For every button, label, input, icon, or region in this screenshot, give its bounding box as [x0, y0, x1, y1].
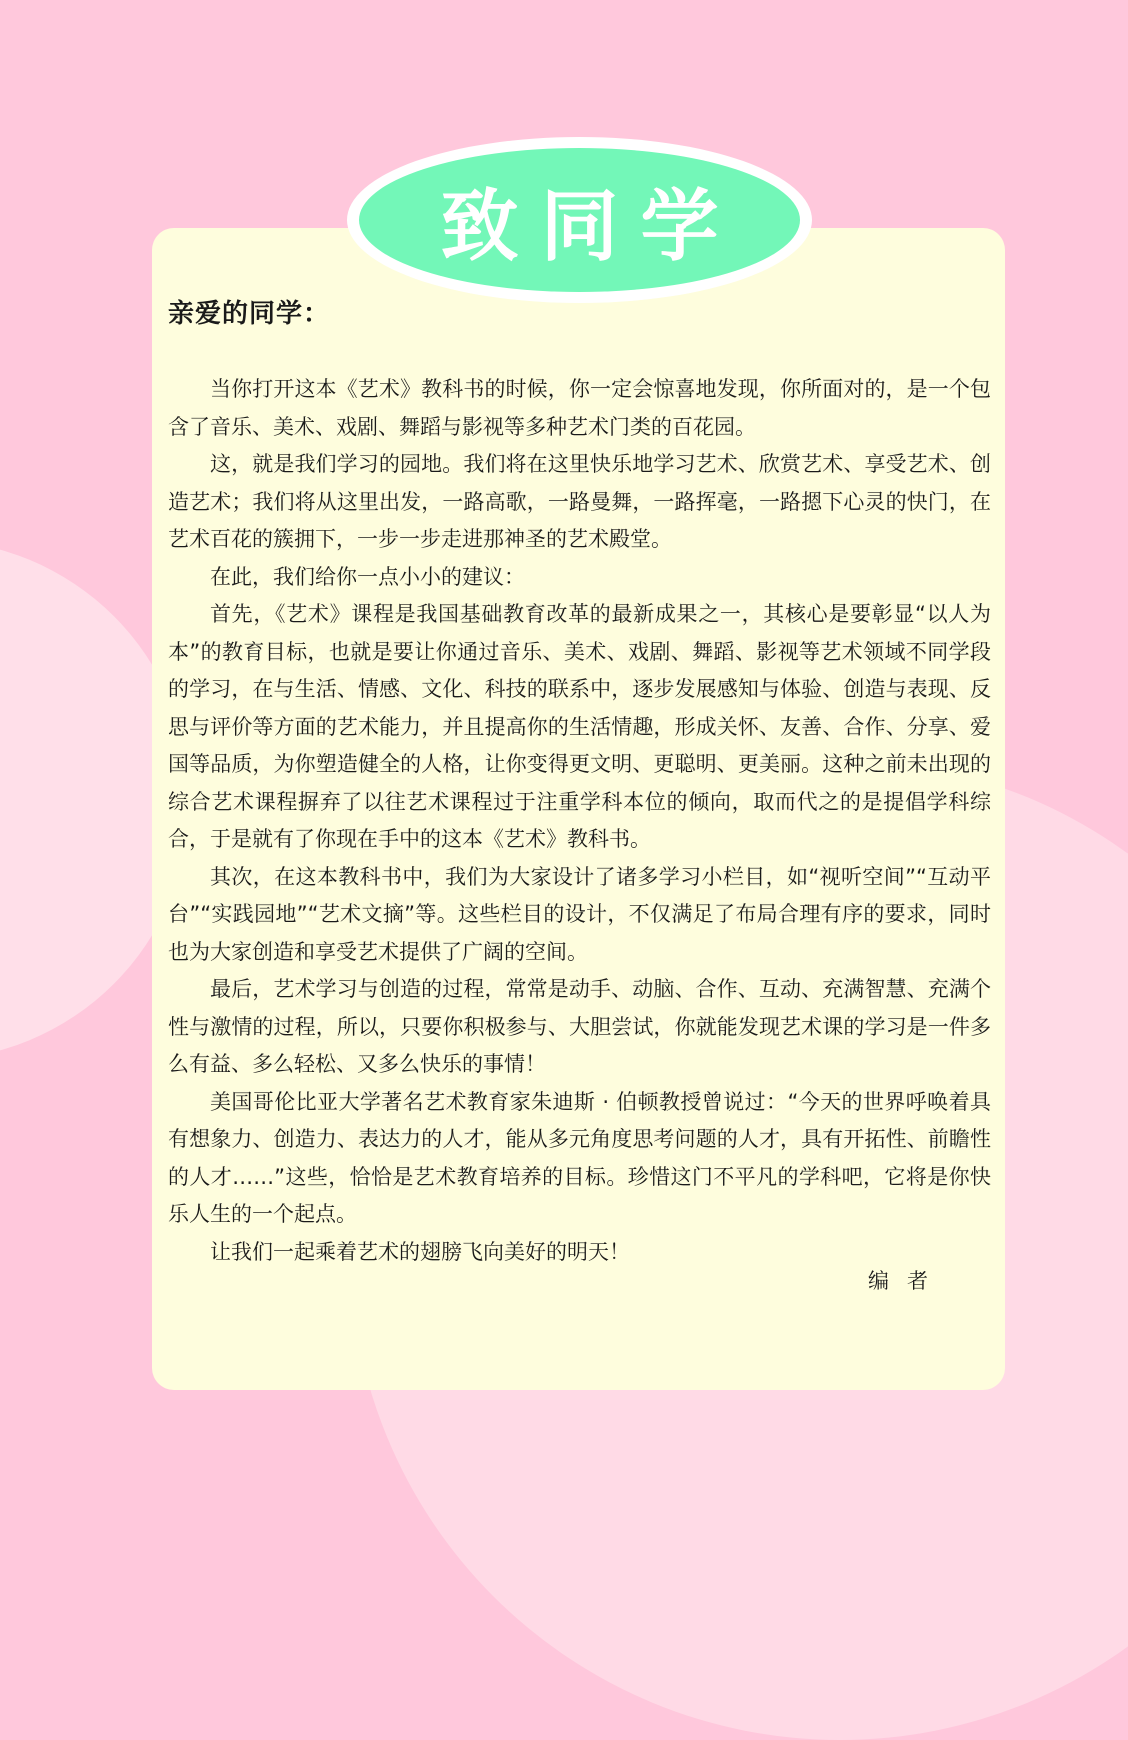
- paragraph-3: 在此，我们给你一点小小的建议：: [210, 564, 525, 589]
- paragraph-7: 美国哥伦比亚大学著名艺术教育家朱迪斯 · 伯顿教授曾说过：“今天的世界呼唤着具有想象力、创造力、表达力的人才，能从多元角度思考问题的人才，具有开拓性、前瞻性的人才……”这些，恰恰是艺术教育培养的目标。珍惜这门不平凡的学科吧，它将是你快乐人生的一个起点。: [168, 1089, 991, 1226]
- paragraph-4: 首先，《艺术》课程是我国基础教育改革的最新成果之一，其核心是要彰显“以人为本”的教育目标，也就是要让你通过音乐、美术、戏剧、舞蹈、影视等艺术领域不同学段的学习，在与生活、情感、文化、科技的联系中，逐步发展感知与体验、创造与表现、反思与评价等方面的艺术能力，并且提高你的生活情趣，形成关怀、友善、合作、分享、爱国等品质，为你塑造健全的人格，让你变得更文明、更聪明、更美丽。这种之前未出现的综合艺术课程摒弃了以往艺术课程过于注重学科本位的倾向，取而代之的是提倡学科综合，于是就有了你现在手中的这本《艺术》教科书。: [168, 602, 991, 851]
- salutation: 亲爱的同学：: [168, 299, 331, 329]
- title-badge-inner: [359, 148, 800, 292]
- title-badge: [347, 137, 812, 303]
- paragraph-2: 这，就是我们学习的园地。我们将在这里快乐地学习艺术、欣赏艺术、享受艺术、创造艺术；我们将从这里出发，一路高歌，一路曼舞，一路挥毫，一路摁下心灵的快门，在艺术百花的簇拥下，一步一步走进那神圣的艺术殿堂。: [168, 452, 991, 551]
- paragraph-1: 当你打开这本《艺术》教科书的时候，你一定会惊喜地发现，你所面对的，是一个包含了音乐、美术、戏剧、舞蹈与影视等多种艺术门类的百花园。: [168, 377, 991, 439]
- signature: 编者: [868, 1269, 946, 1293]
- letter-content: [168, 296, 991, 1271]
- paragraph-8: 让我们一起乘着艺术的翅膀飞向美好的明天！: [210, 1239, 630, 1264]
- page-title: 致同学: [440, 181, 741, 272]
- paragraph-6: 最后，艺术学习与创造的过程，常常是动手、动脑、合作、互动、充满智慧、充满个性与激情的过程，所以，只要你积极参与、大胆尝试，你就能发现艺术课的学习是一件多么有益、多么轻松、又多么快乐的事情！: [168, 977, 991, 1076]
- paragraph-5: 其次，在这本教科书中，我们为大家设计了诸多学习小栏目，如“视听空间”“互动平台”“实践园地”“艺术文摘”等。这些栏目的设计，不仅满足了布局合理有序的要求，同时也为大家创造和享受艺术提供了广阔的空间。: [168, 864, 991, 964]
